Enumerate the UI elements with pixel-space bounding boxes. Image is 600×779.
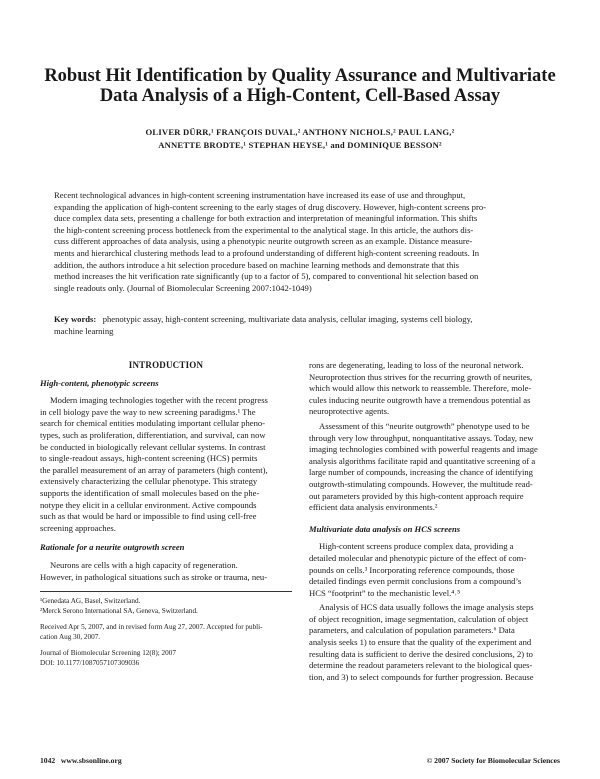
paragraph-line: High-content screens produce complex data, providing a <box>319 541 514 552</box>
paragraph-line: Neurons are cells with a high capacity of regeneration. <box>50 559 238 570</box>
paragraph-line: types, such as proliferation, differentiation, and survival, can now <box>40 429 266 440</box>
paragraph-line: cules inducing neurite outgrowth have a tremendous potential as <box>309 394 531 405</box>
paragraph-line: large number of compounds, increasing the chance of identifying <box>309 467 533 478</box>
footnote-divider <box>40 591 292 592</box>
keywords-text: phenotypic assay, high-content screening, multivariate data analysis, cellular imaging, systems cell biology, <box>102 314 473 324</box>
left-column <box>40 360 292 668</box>
abstract-line: single readouts only. (Journal of Biomolecular Screening 2007:1042-1049) <box>54 282 312 293</box>
article-title <box>40 66 560 106</box>
abstract-line: duce complex data sets, presenting a challenge for both extraction and interpretation of meaningful information. This shifts <box>54 213 478 224</box>
keywords-label: Key words: <box>54 314 97 324</box>
affiliation-footnote: ²Merck Serono International SA, Geneva, Switzerland. <box>40 607 198 616</box>
abstract-line: Recent technological advances in high-content screening instrumentation have increased its ease of use and throughput, <box>54 190 466 200</box>
paragraph-line: to single-readout assays, high-content screening (HCS) permits <box>40 453 258 464</box>
abstract-line: expanding the application of high-content screening to the early stages of drug discovery. However, high-content screens pro- <box>54 201 486 212</box>
paragraph-line: analysis algorithms facilitate rapid and quantitative screening of a <box>309 455 536 466</box>
paragraph-line: in cell biology pave the way to new screening paradigms.¹ The <box>40 406 256 417</box>
paragraph-line: notype they elicit in a cellular environment. Active compounds <box>40 499 257 510</box>
paragraph-line: search for chemical entities modulating important cellular pheno- <box>40 418 266 429</box>
abstract-line: addition, the authors introduce a hit selection procedure based on machine learning methods and demonstrate that this <box>54 259 459 270</box>
affiliation-footnote: ¹Genedata AG, Basel, Switzerland. <box>40 597 141 606</box>
paragraph-line: of object recognition, image segmentation, calculation of object <box>309 613 529 624</box>
subheading-neurite: Rationale for a neurite outgrowth screen <box>40 542 185 553</box>
abstract <box>54 190 549 294</box>
paragraph-line: be conducted in biologically relevant cellular systems. In contrast <box>40 441 266 452</box>
paragraph-line: resulting data is sufficient to derive the desired conclusions, 2) to <box>309 648 533 659</box>
paragraph-line: such as that would be hard or impossible to find using cell-free <box>40 511 257 522</box>
received-note: cation Aug 30, 2007. <box>40 633 101 642</box>
right-column <box>309 360 561 683</box>
paragraph-line: which would allow this network to reassemble. Therefore, mole- <box>309 383 532 394</box>
paragraph-line: Assessment of this “neurite outgrowth” phenotype used to be <box>319 420 530 431</box>
paragraph-line: HCS “footprint” to the mechanistic level.⁴˒⁵ <box>309 587 461 598</box>
paragraph-line: Analysis of HCS data usually follows the image analysis steps <box>319 602 534 613</box>
paragraph-line: detailed molecular and phenotypic picture of the effect of com- <box>309 552 527 563</box>
paragraph-line: rons are degenerating, leading to loss of the neuronal network. <box>309 360 524 370</box>
paragraph-line: supports the identification of small molecules based on the phe- <box>40 487 260 498</box>
title-line: Robust Hit Identification by Quality Assurance and Multivariate <box>44 66 556 86</box>
paragraph-line: parameters, and calculation of population parameters.⁶ Data <box>309 625 515 636</box>
page-number-and-site: 1042 www.sbsonline.org <box>40 756 122 765</box>
subheading-multivariate: Multivariate data analysis on HCS screens <box>309 523 461 534</box>
paragraph-line: However, in pathological situations such as stroke or trauma, neu- <box>40 571 268 582</box>
paragraph-line: the parallel measurement of an array of parameters (high content), <box>40 464 268 475</box>
doi: DOI: 10.1177/1087057107309036 <box>40 659 140 668</box>
paragraph-line: determine the readout parameters relevant to the biological ques- <box>309 660 533 671</box>
title-line: Data Analysis of a High-Content, Cell-Based Assay <box>99 86 501 106</box>
footnotes <box>40 596 292 668</box>
section-heading-introduction: INTRODUCTION <box>128 360 204 370</box>
author-line: OLIVER DÜRR,¹ FRANÇOIS DUVAL,² ANTHONY NICHOLS,² PAUL LANG,² <box>145 127 455 137</box>
paragraph-line: pounds on cells.³ Incorporating reference compounds, those <box>309 564 515 575</box>
author-list <box>60 126 540 152</box>
abstract-line: method increases the hit verification rate significantly (up to a factor of 5), compared to conventional hit selection based on <box>54 271 479 282</box>
paragraph-line: through very low throughput, nonquantitative assays. Today, new <box>309 432 534 443</box>
paragraph-line: imaging technologies combined with powerful reagents and image <box>309 444 538 455</box>
paragraph-line: analysis seeks 1) to ensure that the quality of the experiment and <box>309 637 532 648</box>
keywords-line-1 <box>54 314 549 326</box>
paragraph-line: outgrowth-stimulating compounds. However, the multitude read- <box>309 478 533 489</box>
paragraph-line: Modern imaging technologies together with the recent progress <box>50 395 268 406</box>
journal-citation: Journal of Biomolecular Screening 12(8); 2007 <box>40 649 176 658</box>
paragraph-line: extensively characterizing the cellular phenotype. This strategy <box>40 476 258 487</box>
keywords <box>54 314 549 337</box>
paragraph-line: screening approaches. <box>40 522 116 533</box>
paragraph-line: neuroprotective agents. <box>309 406 390 417</box>
received-note: Received Apr 5, 2007, and in revised form Aug 27, 2007. Accepted for publi- <box>40 623 263 632</box>
abstract-line: the high-content screening process bottleneck from the experimental to the analytical stage. In this article, the authors dis- <box>54 224 474 235</box>
subheading-high-content: High-content, phenotypic screens <box>40 377 159 388</box>
paragraph-line: out parameters provided by this high-content approach require <box>309 490 524 501</box>
author-line: ANNETTE BRODTE,¹ STEPHAN HEYSE,¹ and DOMINIQUE BESSON² <box>158 140 442 150</box>
paragraph-line: detailed findings even permit conclusions from a compound’s <box>309 576 522 587</box>
copyright: © 2007 Society for Biomolecular Sciences <box>426 756 560 765</box>
abstract-line: ments and hierarchical clustering methods lead to a profound understanding of different high-content screening readouts. In <box>54 247 480 258</box>
keywords-line-2: machine learning <box>54 325 114 336</box>
paragraph-line: efficient data analysis environments.² <box>309 502 438 513</box>
abstract-line: cuss different approaches of data analysis, using a phenotypic neurite outgrowth screen as an example. Distance measure- <box>54 236 473 247</box>
paragraph-line: tion, and 3) to select compounds for further progression. Because <box>309 671 534 682</box>
paragraph-line: Neuroprotection thus strives for the recurring growth of neurites, <box>309 371 533 382</box>
